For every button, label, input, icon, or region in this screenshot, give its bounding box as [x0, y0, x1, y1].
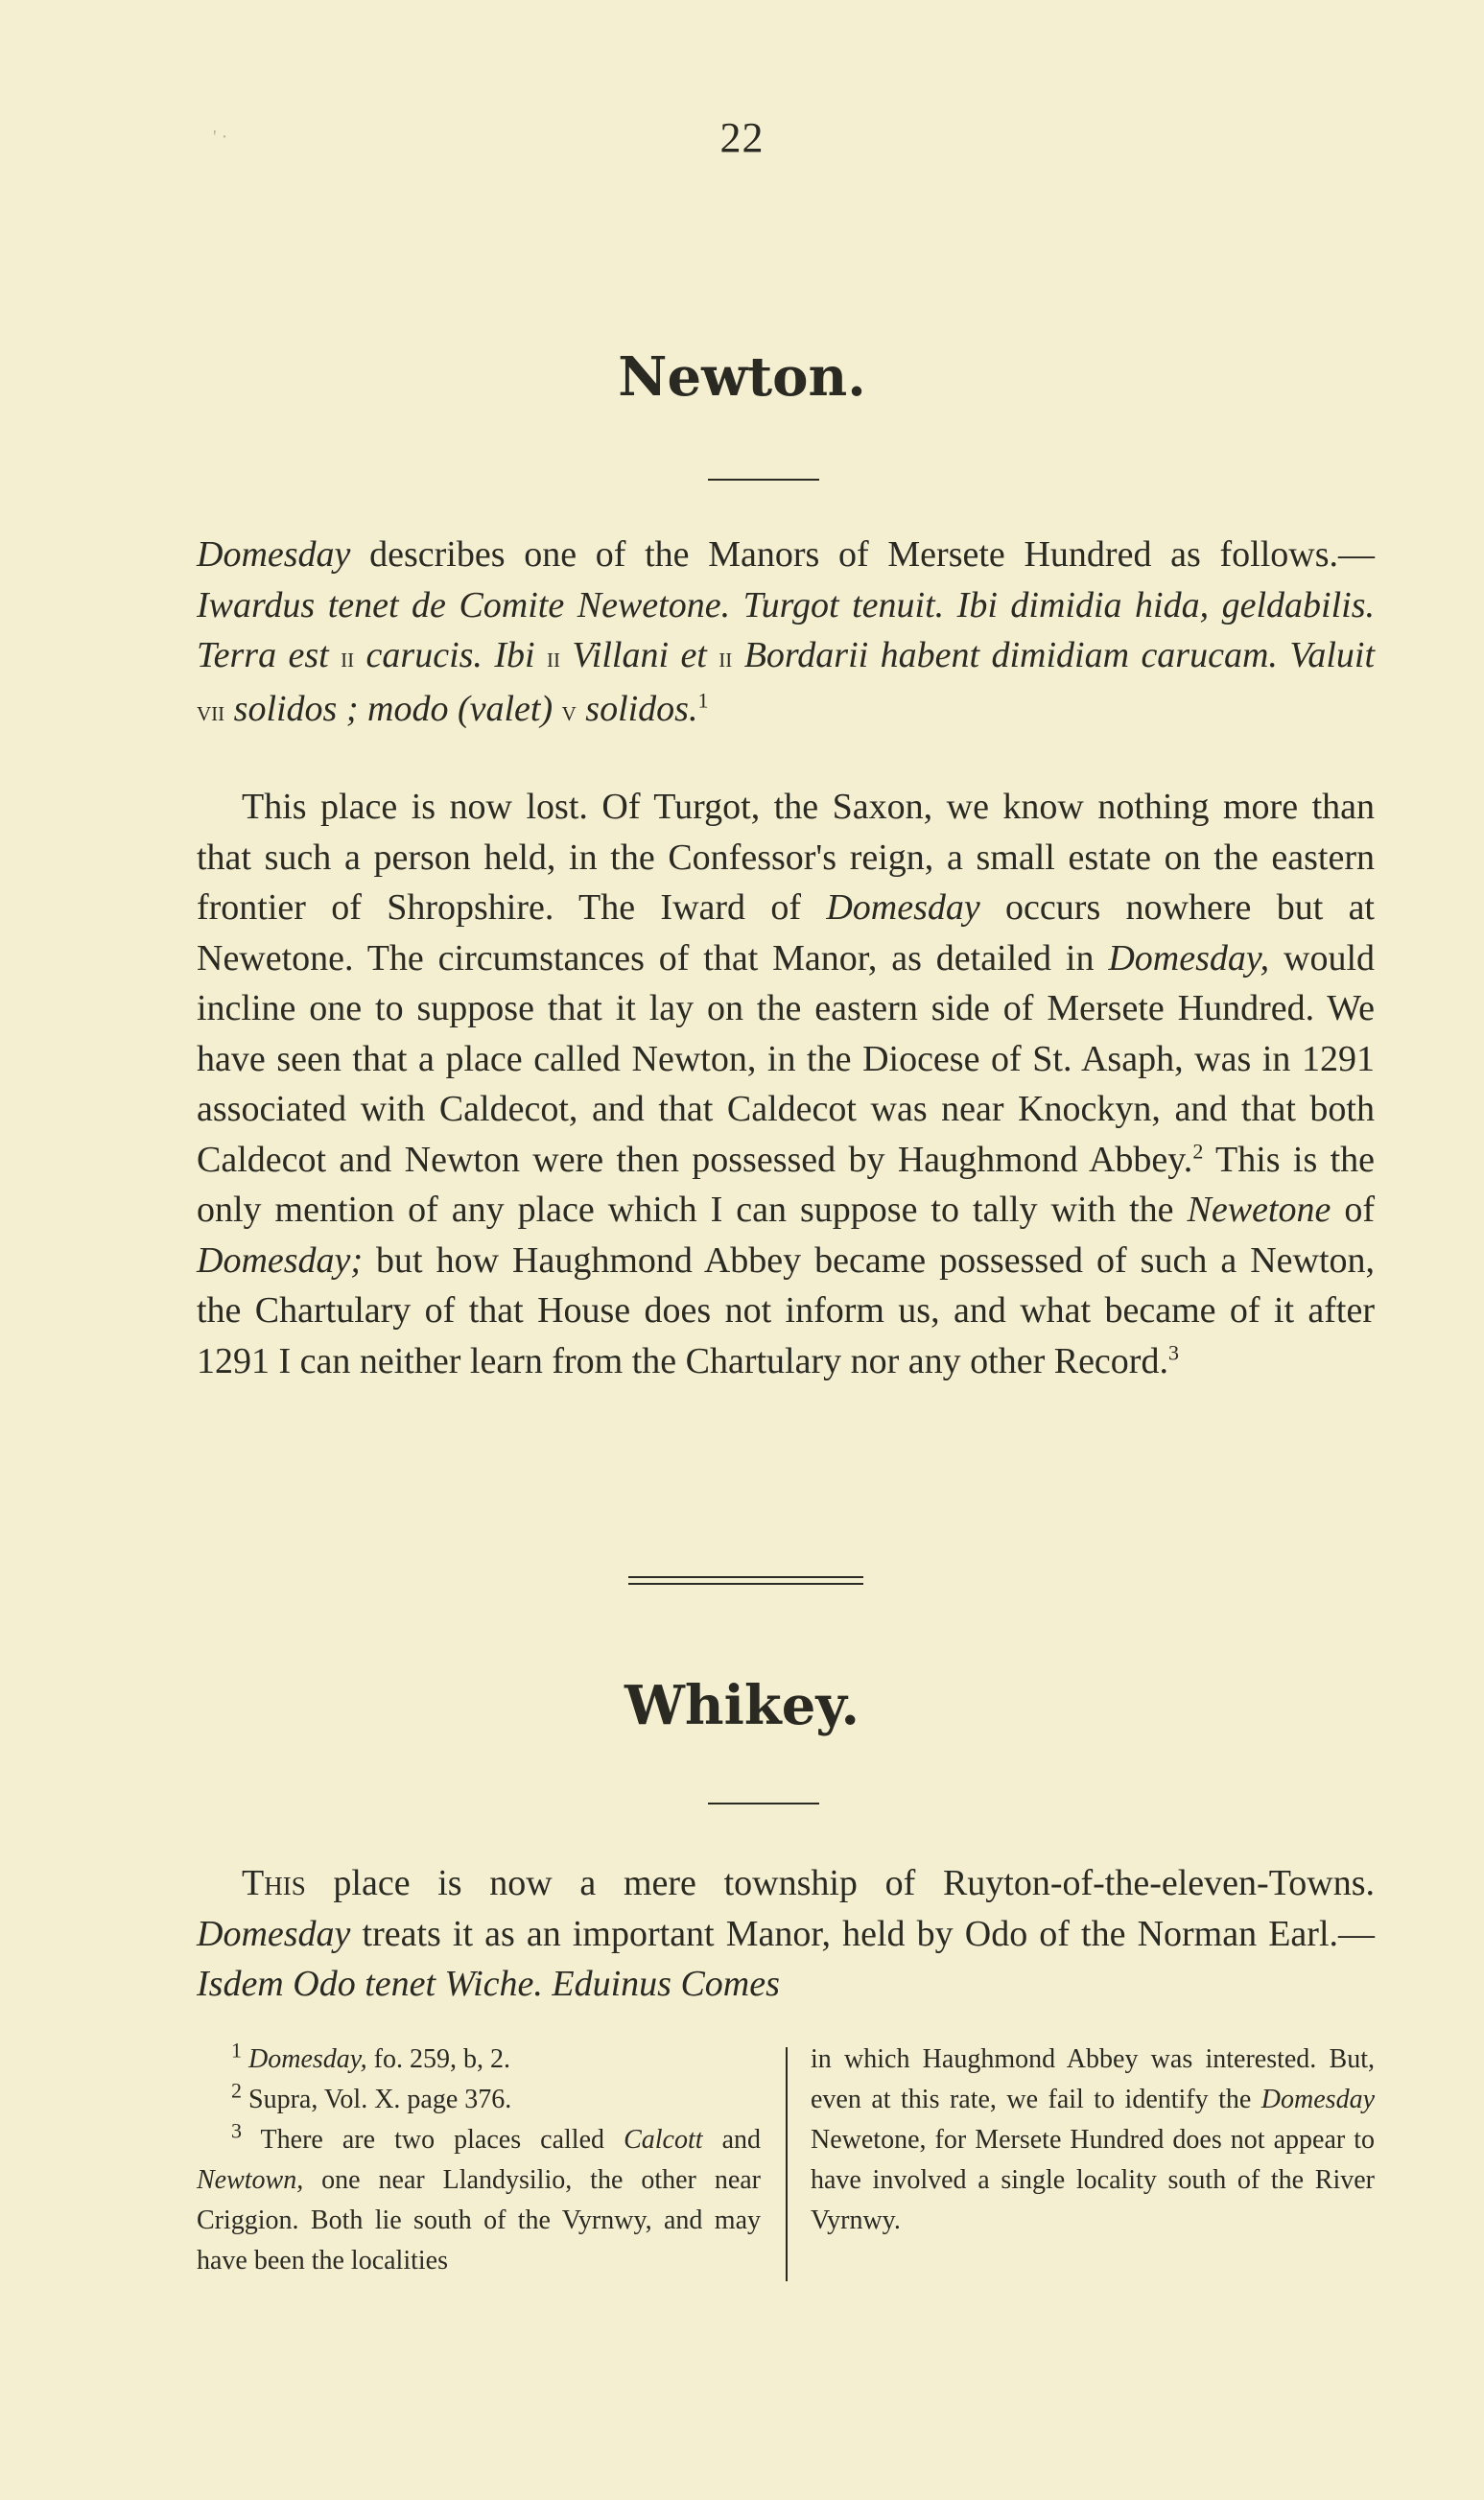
- italic-text: carucis. Ibi: [354, 635, 547, 675]
- italic-text: Newtown,: [197, 2165, 304, 2195]
- footnote-3-continued: [811, 2040, 1375, 2241]
- numeral: ii: [718, 642, 733, 673]
- italic-text: Domesday: [197, 534, 351, 575]
- text-run: place is now a mere township of Ruyton-of-the-eleven-Towns.: [305, 1863, 1375, 1903]
- numeral: ii: [341, 642, 355, 673]
- italic-text: Domesday;: [197, 1239, 364, 1281]
- footnote-3: [197, 2120, 761, 2281]
- footnotes-left-column: [197, 2040, 761, 2281]
- paragraph-newton-intro: [197, 530, 1375, 737]
- italic-text: Newetone: [1187, 1190, 1331, 1230]
- footnote-number: 3: [231, 2118, 242, 2143]
- text-run: fo. 259, b, 2.: [366, 2044, 510, 2074]
- italic-text: Domesday,: [1108, 937, 1270, 979]
- footnote-ref: 3: [1167, 1339, 1179, 1364]
- text-run: treats it as an important Manor, held by Odo of the Norman Earl.—: [350, 1913, 1375, 1954]
- footnote-number: 1: [231, 2038, 242, 2063]
- footnote-1: [197, 2040, 761, 2080]
- italic-text: solidos ; modo (valet): [224, 688, 562, 729]
- text-run: but how Haughmond Abbey became possessed of such a Newton, the Chartulary of that House does not inform us, and what became of it after 1291 I can neither learn from the Chartulary nor any other Record.: [197, 1239, 1375, 1381]
- text-run: and: [702, 2125, 761, 2155]
- heading-rule-newton: [708, 479, 819, 481]
- section-heading-whikey: Whikey.: [624, 1674, 860, 1737]
- corner-mark: ' ·: [213, 127, 228, 148]
- text-run: occurs nowhere but at Newetone. The circumstances of that Manor, as detailed in: [197, 887, 1375, 979]
- italic-text: Domesday: [826, 887, 980, 928]
- footnote-column-divider: [786, 2047, 788, 2281]
- italic-text: Domesday: [1260, 2085, 1375, 2114]
- footnote-number: 2: [231, 2078, 242, 2103]
- text-run: This place is now lost. Of Turgot, the Saxon, we know nothing more than that such a person held, in the Confessor's reign, a small estate on the eastern frontier of Shropshire. The Iward of: [197, 787, 1375, 928]
- section-heading-newton: Newton.: [618, 345, 866, 409]
- italic-text: Domesday,: [248, 2044, 367, 2074]
- page-number: 22: [719, 114, 765, 161]
- numeral: ii: [546, 642, 560, 673]
- numeral: v: [561, 695, 577, 727]
- footnote-ref: 1: [697, 687, 709, 712]
- text-run: describes one of the Manors of Mersete Hundred as follows.—: [350, 534, 1375, 575]
- text-run: There are two places called: [242, 2125, 624, 2155]
- italic-text: Isdem Odo tenet Wiche. Eduinus Comes: [197, 1964, 780, 2004]
- italic-text: solidos.: [576, 688, 698, 729]
- section-divider: [628, 1576, 863, 1585]
- footnotes-right-column: [811, 2040, 1375, 2241]
- text-run: Supra, Vol. X. page 376.: [242, 2085, 512, 2114]
- numeral: vii: [197, 695, 225, 727]
- italic-text: Iwardus tenet de Comite Newetone. Turgot tenuit. Ibi dimidia hida, geldabilis. Terra est: [197, 584, 1375, 675]
- italic-text: Villani et: [559, 635, 719, 675]
- italic-text: Bordarii habent dimidiam carucam. Valuit: [732, 635, 1375, 675]
- heading-rule-whikey: [708, 1803, 819, 1804]
- text-run: in which Haughmond Abbey was interested. But, even at this rate, we fail to identify the: [811, 2044, 1375, 2114]
- text-run: This is the only mention of any place which I can suppose to tally with the: [197, 1139, 1376, 1230]
- paragraph-whikey: [197, 1858, 1375, 2010]
- footnote-2: [197, 2080, 761, 2120]
- text-run: Newetone, for Mersete Hundred does not appear to have involved a single locality south of the River Vyrnwy.: [811, 2125, 1375, 2235]
- small-caps-text: This: [242, 1863, 306, 1903]
- footnote-ref: 2: [1192, 1138, 1204, 1163]
- footnotes: [197, 2040, 1375, 2289]
- paragraph-newton-body: [197, 782, 1375, 1386]
- italic-text: Domesday: [197, 1913, 351, 1954]
- text-run: would incline one to suppose that it lay on the eastern side of Mersete Hundred. We have seen that a place called Newton, in the Diocese of St. Asaph, was in 1291 associated with Caldecot, and that Caldecot was near Knockyn, and that both Caldecot and Newton were then possessed by Haughmond Abbey.: [197, 937, 1376, 1180]
- text-run: of: [1331, 1190, 1376, 1230]
- italic-text: Calcott: [624, 2125, 703, 2155]
- text-run: one near Llandysilio, the other near Criggion. Both lie south of the Vyrnwy, and may have been the localities: [197, 2165, 761, 2276]
